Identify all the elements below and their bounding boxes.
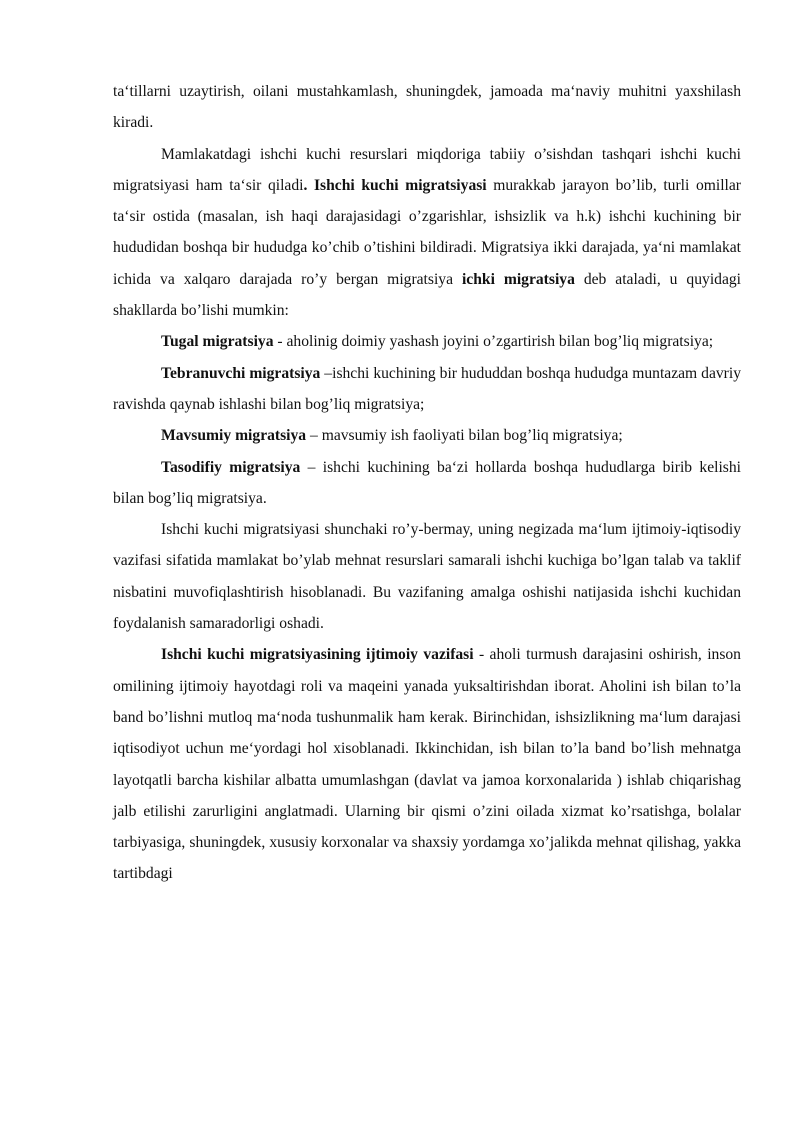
paragraph-text: –ishchi kuchining bir hududdan boshqa hududga muntazam davriy ravishda qaynab ishlashi bilan bog’liq migratsiya; <box>113 364 741 413</box>
paragraph-text: - aholinig doimiy yashash joyini o’zgartirish bilan bog’liq migratsiya; <box>273 333 714 351</box>
bold-term: Tebranuvchi migratsiya <box>161 364 321 382</box>
bold-term: Tugal migratsiya <box>161 333 274 351</box>
bold-term: ichki migratsiya <box>461 270 575 288</box>
bold-term: Tasodifiy migratsiya <box>161 458 301 476</box>
paragraph <box>113 514 741 639</box>
paragraph <box>113 139 741 327</box>
paragraph-text: murakkab jarayon bo’lib, turli omillar ta‘sir ostida (masalan, ish haqi darajasidagi o’zgarishlar, ishsizlik va h.k) ishchi kuchining bir hududidan boshqa bir hududga ko’chib o’tishini bildiradi. Migratsiya ikki darajada, ya‘ni mamlakat ichida va xalqaro darajada ro’y bergan migratsiya <box>113 176 741 288</box>
paragraph-text: Mamlakatdagi ishchi kuchi resurslari miqdoriga tabiiy o’sishdan tashqari ishchi kuchi migratsiyasi ham ta‘sir qiladi <box>113 145 741 194</box>
bold-term: . Ishchi kuchi migratsiyasi <box>303 176 487 194</box>
paragraph <box>113 358 741 421</box>
paragraph <box>113 420 741 451</box>
paragraph-text: – ishchi kuchining ba‘zi hollarda boshqa hududlarga birib kelishi bilan bog’liq migratsiya. <box>113 458 741 507</box>
paragraph <box>113 326 741 357</box>
paragraph-text: ta‘tillarni uzaytirish, oilani mustahkamlash, shuningdek, jamoada ma‘naviy muhitni yaxshilash kiradi. <box>113 83 741 132</box>
paragraph <box>113 639 741 889</box>
bold-term: Mavsumiy migratsiya <box>161 427 307 445</box>
paragraph-text: deb ataladi, u quyidagi shakllarda bo’lishi mumkin: <box>113 270 742 320</box>
paragraph-text: – mavsumiy ish faoliyati bilan bog’liq migratsiya; <box>306 427 623 445</box>
document-page <box>113 76 741 890</box>
paragraph-text: - aholi turmush darajasini oshirish, inson omilining ijtimoiy hayotdagi roli va maqeini yanada yuksaltirishdan iborat. Aholini ish bilan to’la band bo’lishni mutloq ma‘noda tushunmalik ham kerak. Birinchidan, ishsizlikning ma‘lum darajasi iqtisodiyot uchun me‘yordagi hol xisoblanadi. Ikkinchidan, ish bilan to’la band bo’lish mehnatga layotqatli barcha kishilar albatta umumlashgan (davlat va jamoa korxonalarida ) ishlab chiqarishag jalb etilishi zarurligini anglatmadi. Ularning bir qismi o’zini oilada xizmat ko’rsatishga, bolalar tarbiyasiga, shuningdek, xususiy korxonalar va shaxsiy yordamga xo’jalikda mehnat qilishag, yakka tartibdagi <box>113 646 741 883</box>
paragraph-text: Ishchi kuchi migratsiyasi shunchaki ro’y-bermay, uning negizada ma‘lum ijtimoiy-iqtisodiy vazifasi sifatida mamlakat bo’ylab mehnat resurslari samarali ishchi kuchiga bo’lgan talab va taklif nisbatini muvofiqlashtirish hisoblanadi. Bu vazifaning amalga oshishi natijasida ishchi kuchidan foydalanish samaradorligi oshadi. <box>113 521 741 633</box>
paragraph <box>113 452 741 515</box>
bold-term: Ishchi kuchi migratsiyasining ijtimoiy vazifasi <box>161 646 474 664</box>
paragraph <box>113 76 741 139</box>
